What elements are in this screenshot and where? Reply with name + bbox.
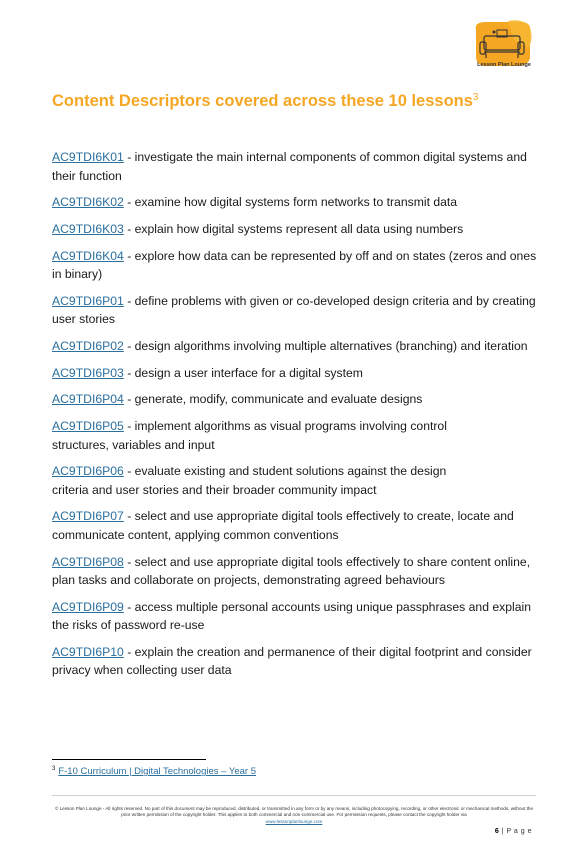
descriptor-text: - examine how digital systems form networks to transmit data: [123, 195, 458, 210]
descriptor-text: - select and use appropriate digital tools effectively to create, locate and communicate content, applying common conventions: [52, 509, 514, 542]
descriptor-item: [52, 247, 542, 284]
descriptor-link[interactable]: AC9TDI6K01: [52, 150, 124, 164]
descriptor-text-continued: criteria and user stories and their broader community impact: [52, 482, 377, 497]
descriptor-item: [52, 553, 542, 590]
footnote: [52, 766, 256, 777]
sofa-logo-icon: [470, 20, 536, 68]
descriptor-item: [52, 507, 542, 544]
descriptor-list: [52, 148, 542, 688]
descriptor-text: - implement algorithms as visual programs involving control: [123, 419, 447, 433]
descriptor-link[interactable]: AC9TDI6P07: [52, 509, 124, 524]
descriptor-item: [52, 364, 542, 383]
descriptor-link[interactable]: AC9TDI6K04: [52, 248, 124, 263]
page-separator: |: [499, 828, 507, 835]
descriptor-text: - design algorithms involving multiple alternatives (branching) and iteration: [123, 338, 528, 353]
descriptor-item: [52, 643, 542, 680]
descriptor-link[interactable]: AC9TDI6P09: [52, 599, 124, 614]
descriptor-link[interactable]: AC9TDI6K02: [52, 195, 124, 210]
descriptor-item: [52, 462, 542, 499]
copyright-notice: [52, 806, 536, 825]
heading-text: Content Descriptors covered across these 10 lessons: [52, 92, 473, 110]
descriptor-link[interactable]: AC9TDI6P04: [52, 392, 124, 407]
descriptor-text: - investigate the main internal components of common digital systems and their function: [52, 150, 527, 183]
descriptor-text: - explain the creation and permanence of their digital footprint and consider privacy when collecting user data: [52, 644, 532, 678]
descriptor-item: [52, 292, 542, 329]
descriptor-item: [52, 390, 542, 409]
descriptor-link[interactable]: AC9TDI6K03: [52, 221, 124, 236]
page-label: P a g e: [506, 828, 532, 835]
website-link[interactable]: www.lessonplanlounge.com: [265, 818, 323, 824]
descriptor-item: [52, 598, 542, 635]
heading-footnote-ref[interactable]: 3: [472, 92, 479, 103]
descriptor-link[interactable]: AC9TDI6P05: [52, 419, 124, 433]
descriptor-item: [52, 193, 542, 212]
descriptor-item: [52, 337, 542, 356]
descriptor-link[interactable]: AC9TDI6P01: [52, 293, 124, 308]
footnote-divider: [52, 759, 206, 760]
descriptor-text-continued: structures, variables and input: [52, 437, 215, 452]
page-number: [495, 828, 532, 835]
descriptor-text: - evaluate existing and student solutions against the design: [123, 464, 447, 479]
page-number-value: 6: [494, 828, 500, 835]
footnote-number: 3: [52, 766, 56, 772]
descriptor-item: [52, 220, 542, 239]
descriptor-link[interactable]: AC9TDI6P06: [52, 464, 124, 479]
logo-text: Lesson Plan Lounge: [477, 62, 531, 68]
descriptor-text: - design a user interface for a digital system: [123, 365, 363, 380]
descriptor-item: [52, 148, 542, 185]
footnote-link[interactable]: F-10 Curriculum | Digital Technologies – Year 5: [58, 766, 257, 778]
descriptor-item: [52, 417, 542, 454]
descriptor-text: - explore how data can be represented by off and on states (zeros and ones in binary): [52, 248, 537, 282]
descriptor-text: - explain how digital systems represent all data using numbers: [123, 221, 464, 236]
descriptor-link[interactable]: AC9TDI6P08: [52, 554, 124, 569]
descriptor-link[interactable]: AC9TDI6P10: [52, 644, 124, 659]
descriptor-text: - select and use appropriate digital tools effectively to share content online, plan tasks and collaborate on projects, demonstrating agreed behaviours: [52, 554, 531, 588]
descriptor-text: - define problems with given or co-developed design criteria and by creating user stories: [52, 293, 536, 327]
footer-divider: [52, 795, 536, 796]
page-heading: [52, 92, 478, 111]
descriptor-text: - access multiple personal accounts using unique passphrases and explain the risks of password re-use: [52, 599, 531, 633]
descriptor-link[interactable]: AC9TDI6P03: [52, 365, 124, 380]
copyright-text: © Lesson Plan Lounge - All rights reserved. No part of this document may be reproduced, distributed, or transmitted in any form or by any means, including photocopying, recording, or other electronic or mechanical methods, without the prior written permission of the copyright holder. This applies to both commercial and non-commercial use. For permission requests, please contact the copyright holder via: [54, 806, 534, 818]
descriptor-text: - generate, modify, communicate and evaluate designs: [123, 392, 423, 407]
descriptor-link[interactable]: AC9TDI6P02: [52, 338, 124, 353]
